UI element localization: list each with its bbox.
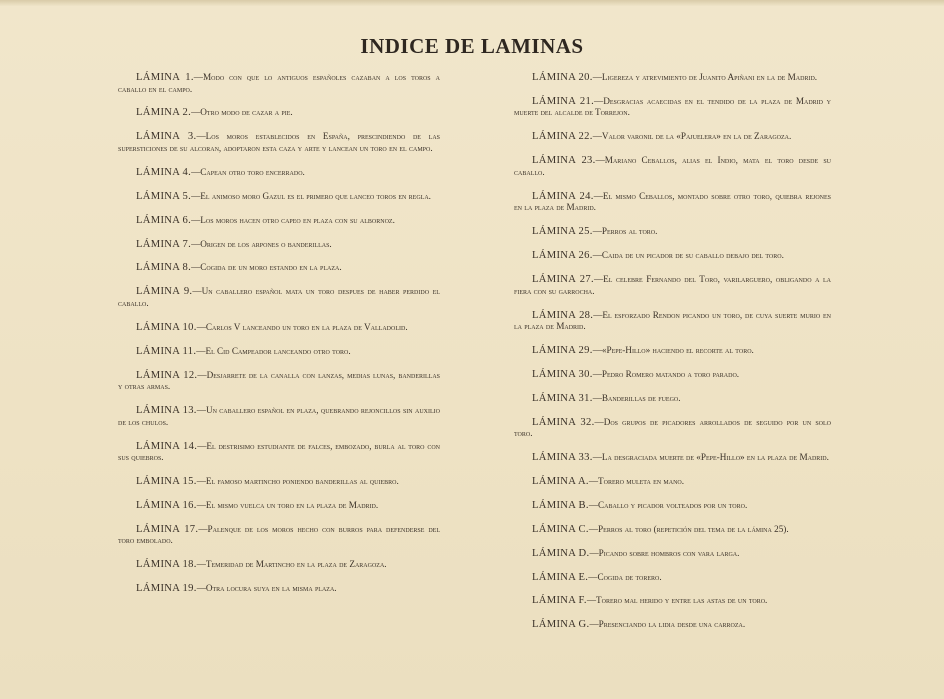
entry-label: LÁMINA 26. — [532, 250, 593, 262]
entry-label: LÁMINA 24. — [532, 190, 594, 202]
entry-text: —Palenque de los moros hecho con burros para defenderse del toro embolado. — [118, 523, 440, 546]
index-entry — [118, 500, 440, 512]
entry-label: LÁMINA 3. — [136, 131, 197, 143]
entry-label: LÁMINA 32. — [532, 416, 595, 428]
entry-text: —La desgraciada muerte de «Pepe-Hillo» en la plaza de Madrid. — [592, 452, 829, 463]
entry-text: —Temeridad de Martincho en la plaza de Zaragoza. — [196, 559, 387, 570]
entry-label: LÁMINA 20. — [532, 72, 593, 83]
entry-label: LÁMINA 14. — [136, 440, 198, 452]
entry-label: LÁMINA 2. — [136, 107, 192, 119]
index-entry — [514, 310, 831, 333]
entry-label: LÁMINA 19. — [136, 583, 197, 595]
entry-label: LÁMINA 18. — [136, 559, 197, 571]
entry-text: —Dos grupos de picadores arrollados de seguido por un solo toro. — [514, 416, 831, 439]
index-entry — [118, 441, 440, 464]
entry-text: —Ligereza y atrevimiento de Juanito Apiñani en la de Madrid. — [592, 72, 818, 82]
index-entry — [118, 131, 440, 154]
entry-label: LÁMINA G. — [532, 619, 590, 631]
entry-text: —«Pepe-Hillo» haciendo el recorte al toro. — [592, 344, 754, 355]
entry-label: LÁMINA 10. — [136, 321, 197, 333]
index-entry — [514, 131, 831, 143]
index-entry — [514, 619, 831, 631]
entry-text: —Origen de los arpones o banderillas. — [191, 238, 332, 249]
entry-text: —Valor varonil de la «Pajuelera» en la de Zaragoza. — [592, 131, 792, 142]
index-entry — [118, 262, 440, 274]
entry-text: —Otro modo de cazar a pie. — [191, 107, 293, 118]
entry-label: LÁMINA 22. — [532, 131, 593, 143]
entry-text: —El famoso martincho poniendo banderillas al quiebro. — [196, 476, 399, 487]
entry-text: —Carlos V lanceando un toro en la plaza de Valladolid. — [196, 321, 408, 332]
index-entry — [118, 191, 440, 203]
entry-label: LÁMINA C. — [532, 523, 589, 535]
entry-label: LÁMINA 5. — [136, 190, 192, 202]
index-entry — [514, 572, 831, 584]
entry-label: LÁMINA 7. — [136, 238, 192, 250]
entry-label: LÁMINA D. — [532, 547, 590, 559]
entry-text: —Los moros establecidos en España, prescindiendo de las supersticiones de su alcoran, adoptaron esta caza y arte y lancean un toro en el campo. — [118, 131, 440, 153]
index-entry — [118, 239, 440, 251]
entry-text: —Perros al toro (repetición del tema de la lámina 25). — [588, 523, 789, 534]
index-entry — [118, 370, 440, 393]
entry-label: LÁMINA 15. — [136, 476, 197, 488]
index-entry — [514, 393, 831, 405]
index-entry — [514, 548, 831, 560]
index-entry — [118, 286, 440, 309]
index-entry — [118, 476, 440, 488]
entry-text: —Caida de un picador de su caballo debajo del toro. — [592, 250, 784, 261]
index-entry — [118, 524, 440, 547]
entry-text: —El mismo vuelca un toro en la plaza de Madrid. — [196, 499, 379, 510]
entry-text: —El Cid Campeador lanceando otro toro. — [196, 345, 351, 356]
entry-label: LÁMINA 12. — [136, 369, 198, 381]
entry-text: —Otra locura suya en la misma plaza. — [196, 583, 337, 594]
index-entry — [514, 595, 831, 607]
entry-label: LÁMINA A. — [532, 476, 589, 488]
entry-text: —El celebre Fernando del Toro, varilarguero, obligando a la fiera con su garrocha. — [514, 274, 831, 296]
entry-text: —Modo con que lo antiguos españoles cazaban a los toros a caballo en el campo. — [118, 72, 440, 94]
index-entry — [514, 345, 831, 357]
entry-label: LÁMINA 1. — [136, 72, 194, 83]
index-entry — [514, 476, 831, 488]
index-entry — [118, 559, 440, 571]
entry-label: LÁMINA F. — [532, 595, 587, 607]
entry-label: LÁMINA 6. — [136, 214, 192, 226]
entry-text: —Torero mal herido y entre las astas de un toro. — [586, 595, 768, 606]
entry-text: —Cogida de torero. — [588, 571, 662, 582]
index-entry — [514, 417, 831, 440]
index-column-right — [514, 72, 831, 643]
entry-label: LÁMINA 27. — [532, 274, 594, 286]
index-entry — [118, 167, 440, 179]
entry-text: —Perros al toro. — [592, 226, 658, 237]
entry-text: —El animoso moro Gazul es el primero que lanceo toros en regla. — [191, 190, 431, 201]
entry-label: LÁMINA 9. — [136, 286, 193, 298]
index-entry — [118, 346, 440, 358]
entry-label: LÁMINA 30. — [532, 368, 593, 380]
entry-text: —Picando sobre hombros con vara larga. — [589, 547, 740, 558]
index-entry — [514, 452, 831, 464]
index-entry — [514, 274, 831, 297]
entry-label: LÁMINA 28. — [532, 309, 594, 321]
index-entry — [118, 583, 440, 595]
entry-text: —Mariano Ceballos, alias el Indio, mata el toro desde su caballo. — [514, 155, 831, 177]
entry-label: LÁMINA 29. — [532, 344, 593, 356]
entry-label: LÁMINA 23. — [532, 155, 596, 167]
index-entry — [118, 322, 440, 334]
entry-label: LÁMINA E. — [532, 571, 589, 583]
entry-label: LÁMINA 33. — [532, 452, 593, 464]
entry-text: —Torero muleta en mano. — [588, 476, 685, 487]
entry-label: LÁMINA B. — [532, 499, 589, 511]
entry-label: LÁMINA 13. — [136, 405, 197, 417]
entry-label: LÁMINA 8. — [136, 262, 192, 274]
entry-text: —Los moros hacen otro capeo en plaza con su albornoz. — [191, 214, 395, 225]
index-entry — [514, 72, 831, 84]
index-entry — [514, 524, 831, 536]
index-entry — [514, 500, 831, 512]
entry-text: —Banderillas de fuego. — [592, 392, 681, 403]
entry-label: LÁMINA 4. — [136, 166, 192, 178]
entry-text: —Un caballero español en plaza, quebrando rejoncillos sin auxilio de los chulos. — [118, 405, 440, 427]
index-column-left — [118, 72, 440, 607]
entry-label: LÁMINA 31. — [532, 392, 593, 404]
entry-text: —Desjarrete de la canalla con lanzas, medias lunas, banderillas y otras armas. — [118, 369, 440, 392]
entry-label: LÁMINA 16. — [136, 499, 197, 511]
entry-text: —Desgracias acaecidas en el tendido de la plaza de Madrid y muerte del alcalde de Torrejon. — [514, 95, 831, 118]
index-entry — [514, 250, 831, 262]
entry-text: —El esforzado Rendon picando un toro, de cuya suerte murio en la plaza de Madrid. — [514, 309, 831, 332]
entry-label: LÁMINA 25. — [532, 226, 593, 238]
index-entry — [514, 369, 831, 381]
entry-text: —Caballo y picador volteados por un toro. — [588, 499, 748, 510]
index-entry — [118, 215, 440, 227]
entry-text: —Capean otro toro encerrado. — [191, 166, 305, 177]
entry-text: —El mismo Ceballos, montado sobre otro toro, quiebra rejones en la plaza de Madrid. — [514, 190, 831, 213]
index-entry — [118, 72, 440, 95]
entry-text: —Pedro Romero matando a toro parado. — [592, 368, 740, 379]
entry-label: LÁMINA 21. — [532, 95, 595, 107]
index-entry — [514, 191, 831, 214]
index-entry — [514, 96, 831, 119]
entry-text: —El destrisimo estudiante de falces, embozado, burla al toro con sus quiebros. — [118, 440, 440, 463]
index-entry — [514, 226, 831, 238]
entry-text: —Un caballero español mata un toro despues de haber perdido el caballo. — [118, 286, 440, 308]
page-title: INDICE DE LAMINAS — [360, 34, 584, 58]
entry-label: LÁMINA 17. — [136, 523, 199, 535]
top-edge — [0, 0, 944, 6]
entry-text: —Presenciando la lidia desde una carroza. — [589, 619, 746, 630]
index-entry — [514, 155, 831, 178]
index-entry — [118, 107, 440, 119]
entry-label: LÁMINA 11. — [136, 345, 197, 357]
index-entry — [118, 405, 440, 428]
entry-text: —Cogida de un moro estando en la plaza. — [191, 262, 342, 273]
